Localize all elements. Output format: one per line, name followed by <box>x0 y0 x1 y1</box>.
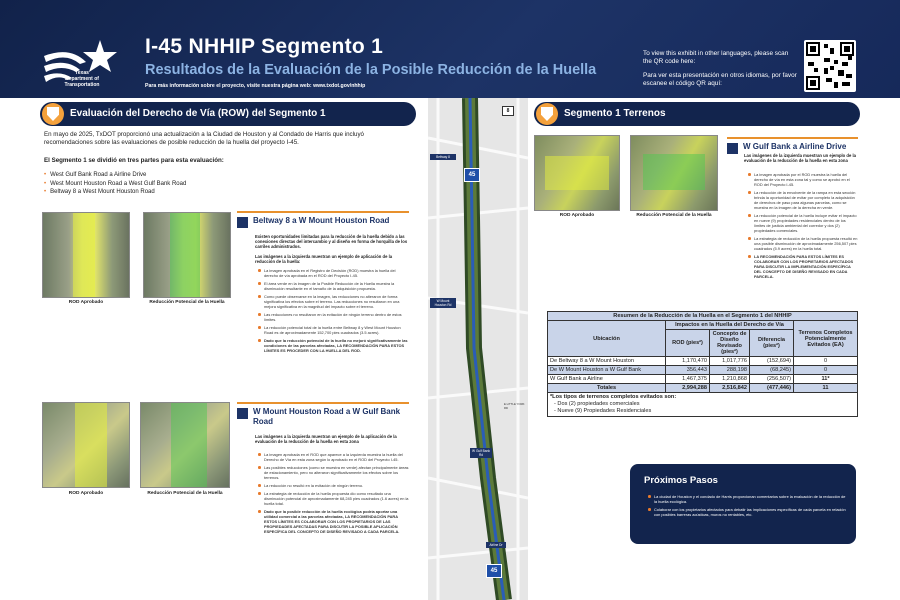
list-item: Como puede observarse en la imagen, las reducciones no alteraron de forma significativa los efectos sobre el terreno. Las reducciones no resultaron en una mejora significativa en la magnitud del impacto sobre el terreno. <box>258 294 410 309</box>
table-cell: De W Mount Houston a W Gulf Bank <box>548 366 666 375</box>
page-title: I-45 NHHIP Segmento 1 <box>145 35 384 58</box>
shield-icon <box>536 103 558 125</box>
table-cell: 1,210,868 <box>710 375 750 384</box>
table-cell: 11* <box>794 375 858 384</box>
map-label: Airline Dr <box>486 542 506 548</box>
list-item: • Beltway 8 a West Mount Houston Road <box>44 188 186 197</box>
table-cell: (477,446) <box>750 384 794 393</box>
table-row-totals <box>548 384 858 393</box>
subsection-title: W Gulf Bank a Airline Drive <box>743 142 847 151</box>
list-item: • West Mount Houston Road a West Gulf Bank Road <box>44 180 186 189</box>
image-caption: Reducción Potencial de la Huella <box>636 213 712 218</box>
table-cell: 2,516,842 <box>710 384 750 393</box>
table-header: ROD (pies²) <box>666 330 710 357</box>
table-cell: 288,198 <box>710 366 750 375</box>
image-caption: Reducción Potencial de la Huella <box>147 491 223 496</box>
table-header-group: Impactos en la Huella del Derecho de Vía <box>666 321 794 330</box>
aerial-image-reduction <box>630 135 718 211</box>
next-steps-list <box>648 494 848 520</box>
table-cell: 356,443 <box>666 366 710 375</box>
qr-instruction-en: To view this exhibit in other languages, please scan the QR code here: <box>643 50 789 65</box>
subsection-title: Beltway 8 a W Mount Houston Road <box>253 216 390 225</box>
interstate-shield-icon: 45 <box>464 168 480 182</box>
section-title: Evaluación del Derecho de Vía (ROW) del Segmento 1 <box>70 108 326 119</box>
table-row <box>548 357 858 366</box>
table-cell: (256,507) <box>750 375 794 384</box>
map-label: W Mount Houston Rd <box>430 298 456 308</box>
list-item: Las posibles reducciones (como se muestra en verde) afectan principalmente áreas de estacionamiento, pero no alteraron significativamente los efectos sobre los terrenos. <box>258 465 410 480</box>
summary-table <box>547 311 858 417</box>
image-caption: ROD Aprobado <box>68 491 104 496</box>
list-item: Colaborar con los propietarios afectados para debatir las implicaciones específicas de cada parcela en relación con posibles barreras acústicas, muros no rentables, etc. <box>648 507 848 517</box>
aerial-image-rod <box>42 402 130 488</box>
corridor-map <box>428 98 528 600</box>
note-line: - Nueve (9) Propiedades Residenciales <box>554 408 652 414</box>
list-item: • West Gulf Bank Road a Airline Drive <box>44 171 186 180</box>
website-note: Para más información sobre el proyecto, visite nuestra página web: www.txdot.gov/nhhip <box>145 83 366 89</box>
beltway-shield-icon: 8 <box>502 106 514 116</box>
subsection-lead: Las imágenes de la izquierda muestran un ejemplo de la evaluación de la reducción de la huella en esta zona <box>744 153 856 164</box>
table-cell: 0 <box>794 357 858 366</box>
list-item: La imagen aprobada por el ROD muestra la huella del derecho de vía en esta zona tal y como se aprobó en el ROD del Proyecto I-45. <box>748 172 858 187</box>
table-cell: (152,694) <box>750 357 794 366</box>
table-cell: 1,467,375 <box>666 375 710 384</box>
intro-text: En mayo de 2025, TxDOT proporcionó una actualización a la Ciudad de Houston y al Condado de Harris que incluyó recomendaciones sobre las evaluaciones de posible reducción de la huella del proyecto I-45. <box>44 131 364 146</box>
subsection-header <box>727 137 858 151</box>
list-item: La estrategia de reducción de la huella propuesta resultó en una posible disminución de aproximadamente 256,507 pies cuadrados (5.9 acres) en la huella total. <box>748 236 858 251</box>
interstate-shield-icon: 45 <box>486 564 502 578</box>
map-label: W Gulf Bank Rd <box>470 448 492 458</box>
image-caption: ROD Aprobado <box>68 300 104 305</box>
list-item: La imagen aprobada en el ROD que aparece a la izquierda muestra la huella del Derecho de Vía en esta zona según lo aprobado en el ROD del Proyecto I-45. <box>258 452 410 462</box>
table-cell: 0 <box>794 366 858 375</box>
table-header: Ubicación <box>548 321 666 357</box>
table-header: Terrenos Completos Potencialmente Evitados (EA) <box>794 321 858 357</box>
bullet-list <box>748 172 858 282</box>
aerial-image-reduction <box>140 402 230 488</box>
table-row <box>548 375 858 384</box>
list-item: La reducción potencial total de la huella entre Beltway 8 y West Mount Houston Road es de aproximadamente 152,700 pies cuadrados (3.5 acres). <box>258 325 410 335</box>
list-item: La imagen aprobada en el Registro de Decisión (ROD) muestra la huella del derecho de vía aprobada en el ROD del Proyecto I-45. <box>258 268 410 278</box>
subsection-lead: Las imágenes a la izquierda muestran un ejemplo de aplicación de la reducción de la huella: <box>255 254 393 265</box>
section-title: Segmento 1 Terrenos <box>564 108 666 119</box>
table-title: Resumen de la Reducción de la Huella en el Segmento 1 del NHHIP <box>548 312 858 321</box>
table-notes <box>548 393 858 417</box>
subsection-lead: Las imágenes a la izquierda muestran un ejemplo de la aplicación de la evaluación de la reducción de la huella en esta zona <box>255 434 397 445</box>
list-item: Dado que la reducción potencial de la huella no mejoró significativamente las condiciones de las parcelas afectadas, LA RECOMENDACIÓN PARA ESTOS LÍMITES ES PROCEDER CON LA HUELLA DEL ROD. <box>258 338 410 353</box>
image-caption: ROD Aprobado <box>559 213 595 218</box>
qr-code-icon[interactable] <box>804 40 856 92</box>
list-item: La reducción potencial de la huella incluye evitar el impacto en nueve (9) propiedades residenciales dentro de los límites de justicia ambiental del corredor y dos (2) propiedades comerciales. <box>748 213 858 233</box>
next-steps-box <box>630 464 856 544</box>
subsection-header <box>237 211 409 225</box>
qr-instruction-es: Para ver esta presentación en otros idiomas, por favor escanee el código QR aquí: <box>643 72 797 87</box>
page-subtitle: Resultados de la Evaluación de la Posible Reducción de la Huella <box>145 62 597 78</box>
table-cell: Totales <box>548 384 666 393</box>
table-cell: 11 <box>794 384 858 393</box>
bullet-list <box>258 268 410 356</box>
table-cell: (68,245) <box>750 366 794 375</box>
bullet-list <box>258 452 410 537</box>
table-cell: 1,017,776 <box>710 357 750 366</box>
image-caption: Reducción Potencial de la Huella <box>149 300 225 305</box>
section-pill-terrenos <box>534 102 860 126</box>
list-item: La estrategia de reducción de la huella propuesta dio como resultado una disminución potencial de aproximadamente 68,245 pies cuadrados (1.6 acres) en la huella total. <box>258 491 410 506</box>
aerial-image-rod <box>42 212 130 298</box>
table-row <box>548 366 858 375</box>
division-heading: El Segmento 1 se dividió en tres partes para esta evaluación: <box>44 157 224 164</box>
table-cell: De Beltway 8 a W Mount Houston <box>548 357 666 366</box>
aerial-image-rod <box>534 135 620 211</box>
list-item: El área verde en la imagen de la Posible Reducción de la Huella muestra la disminución resultante en el tamaño de la adquisición propuesta. <box>258 281 410 291</box>
section-pill-row-evaluation <box>40 102 416 126</box>
table-header: Concepto de Diseño Revisado (pies²) <box>710 330 750 357</box>
header-banner <box>0 0 900 98</box>
list-item: LA RECOMENDACIÓN PARA ESTOS LÍMITES ES COLABORAR CON LOS PROPIETARIOS AFECTADOS PARA DISCUTIR LA IMPLEMENTACIÓN ESPECÍFICA DEL CONCEPTO DE DISEÑO REVISADO EN CADA PARCELA. <box>748 254 858 279</box>
list-item: La ciudad de Houston y el condado de Harris proporcionan comentarios sobre la evaluación de la reducción de la huella ecológica. <box>648 494 848 504</box>
table-cell: 2,994,288 <box>666 384 710 393</box>
map-label: Beltway 8 <box>430 154 456 160</box>
subsection-header <box>237 402 409 426</box>
subsection-title: W Mount Houston Road a W Gulf Bank Road <box>253 407 401 426</box>
list-item: La reducción no resultó en la evitación de ningún terreno. <box>258 483 410 488</box>
parts-list <box>44 171 186 197</box>
subsection-lead: Existen oportunidades limitadas para la reducción de la huella debido a las conexiones directas del intercambio y al diseño en forma de horquilla de los carriles administrados. <box>255 234 408 250</box>
list-item: La reducción de la envolvente de la rampa en esta sección brinda la oportunidad de evitar por completo la adquisición de derechos de paso para algunas parcelas, como se muestra en la imagen de la derecha en verde. <box>748 190 858 210</box>
aerial-image-reduction <box>143 212 231 298</box>
list-item: Las reducciones no resultaron en la evitación de ningún terreno dentro de estos límites. <box>258 312 410 322</box>
note-line: *Los tipos de terrenos completos evitados son: <box>550 394 677 400</box>
list-item: Dado que la posible reducción de la huella ecológica podría aportar una utilidad comercial a las parcelas afectadas, LA RECOMENDACIÓN PARA ESTOS LÍMITES ES COLABORAR CON LOS PROPIETARIOS DE LAS PROPIEDADES AFECTADAS PARA DISCUTIR LA POSIBLE APLICACIÓN ESPECÍFICA DEL CONCEPTO DE DISEÑO REVISADO A CADA PARCELA. <box>258 509 410 534</box>
shield-icon <box>42 103 64 125</box>
street-label: E LITTLE YORK RD <box>504 402 525 410</box>
table-header: Diferencia (pies²) <box>750 330 794 357</box>
note-line: - Dos (2) propiedades comerciales <box>554 401 640 407</box>
logo-text: Texas Department of Transportation <box>64 70 100 88</box>
table-cell: 1,170,470 <box>666 357 710 366</box>
next-steps-title: Próximos Pasos <box>644 475 718 486</box>
table-cell: W Gulf Bank a Airline <box>548 375 666 384</box>
